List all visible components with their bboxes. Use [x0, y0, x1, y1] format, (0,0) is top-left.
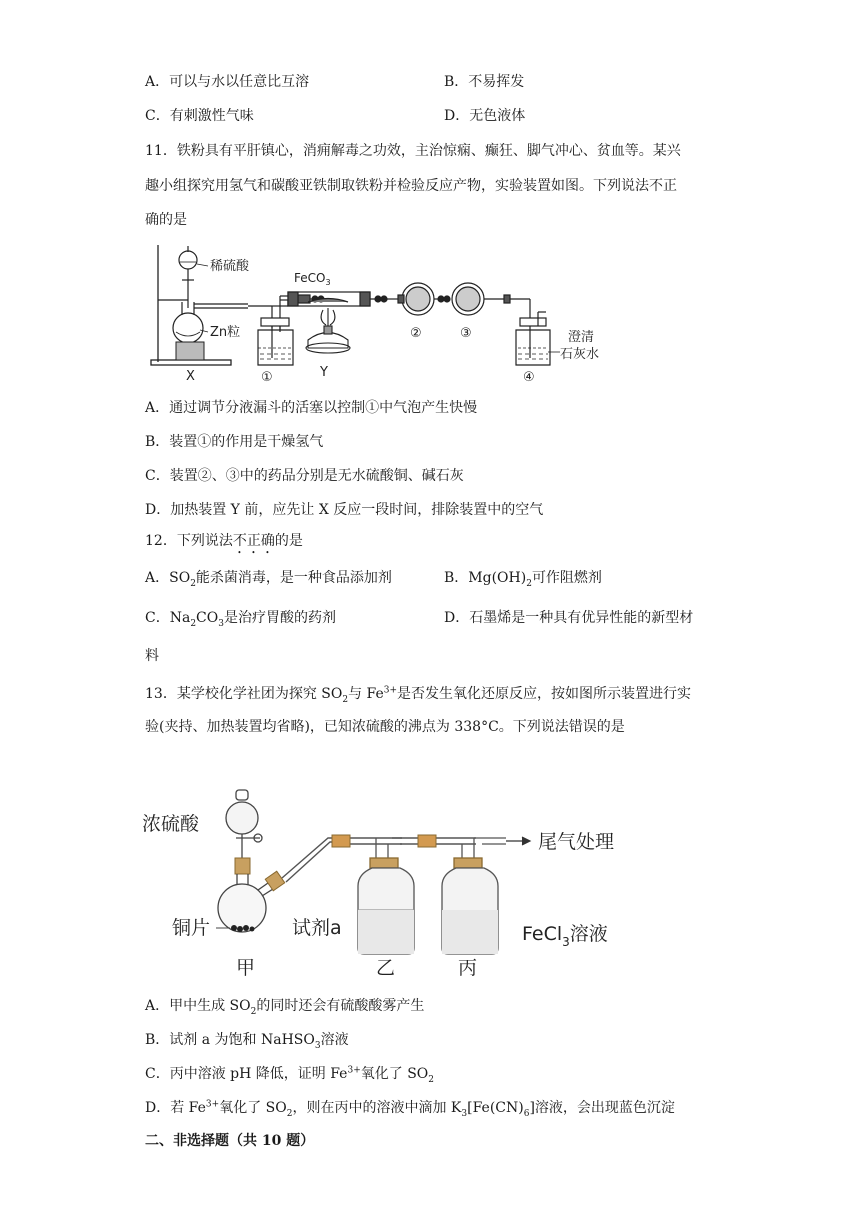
- q12-option-d-continued: 料: [145, 648, 159, 664]
- bottle-yi: [358, 838, 414, 954]
- q10-option-d: D．无色液体: [444, 108, 526, 124]
- yi-label: 乙: [376, 957, 396, 979]
- limewater-label-1: 澄清: [568, 330, 595, 345]
- bottle-1: [258, 318, 293, 365]
- circle-2-label: ②: [410, 326, 422, 341]
- q12-emphasis: 不正确: [232, 533, 275, 549]
- conc-acid-label: 浓硫酸: [142, 813, 200, 835]
- q11-stem-line3: 确的是: [145, 212, 187, 228]
- circle-4-label: ④: [523, 370, 535, 385]
- q11-stem-line2: 趣小组探究用氢气和碳酸亚铁制取铁粉并检验反应产物，实验装置如图。下列说法不正: [145, 178, 677, 194]
- alcohol-lamp-y: [306, 308, 350, 353]
- q11-option-b: B．装置①的作用是干燥氢气: [145, 434, 324, 450]
- feco3-label: FeCO$_3$: [294, 271, 331, 287]
- y-label: Y: [320, 365, 328, 380]
- q11-apparatus-figure: [148, 240, 618, 390]
- fecl3-label: FeCl$_3$溶液: [522, 923, 608, 949]
- q13-option-a: A．甲中生成 $SO_2$的同时还会有硫酸酸雾产生: [145, 998, 425, 1017]
- rubber-joint-1: [332, 835, 350, 847]
- side-stopper: [265, 871, 284, 890]
- q11-option-d: D．加热装置 Y 前，应先让 X 反应一段时间，排除装置中的空气: [145, 502, 544, 518]
- q11-stem-line1: 11．铁粉具有平肝镇心，消痈解毒之功效，主治惊痫、癫狂、脚气冲心、贫血等。某兴: [145, 143, 681, 159]
- zn-label: Zn粒: [210, 325, 241, 340]
- circle-1-label: ①: [261, 370, 273, 385]
- jia-label: 甲: [236, 957, 256, 979]
- q13-option-d: D．若 $Fe^{3+}$氧化了 $SO_2$，则在丙中的溶液中滴加 $K_3[Fe(CN)_6]$溶液，会出现蓝色沉淀: [145, 1099, 675, 1119]
- bottle-bing: [442, 838, 506, 954]
- drying-tube-2: [398, 283, 450, 315]
- q12-stem: 12．下列说法不正确的是: [145, 533, 303, 549]
- q12-option-a: A．$SO_2$能杀菌消毒，是一种食品添加剂: [145, 570, 392, 589]
- q10-option-c: C．有刺激性气味: [145, 108, 254, 124]
- drying-tube-3: [452, 283, 530, 358]
- x-label: X: [186, 369, 195, 384]
- q13-stem-line2: 验(夹持、加热装置均省略)，已知浓硫酸的沸点为 338°C。下列说法错误的是: [145, 719, 625, 735]
- bottle-4: [516, 312, 550, 365]
- q11-option-a: A．通过调节分液漏斗的活塞以控制①中气泡产生快慢: [145, 400, 478, 416]
- section-heading: 二、非选择题（共 10 题）: [145, 1133, 315, 1149]
- q10-option-b: B．不易挥发: [444, 74, 525, 90]
- support-block: [176, 342, 204, 360]
- copper-label: 铜片: [172, 917, 211, 939]
- q13-stem-line1: 13．某学校化学社团为探究 $SO_2$与 $Fe^{3+}$是否发生氧化还原反应，按如图所示装置进行实: [145, 685, 692, 705]
- reagent-a-label: 试剂a: [292, 917, 342, 939]
- acid-label: 稀硫酸: [210, 259, 250, 274]
- q11-option-c: C．装置②、③中的药品分别是无水硫酸铜、碱石灰: [145, 468, 464, 484]
- stopper-jia: [235, 858, 250, 874]
- q13-apparatus-figure: [140, 782, 630, 982]
- q12-option-b: B．$Mg(OH)_2$可作阻燃剂: [444, 570, 602, 589]
- separatory-funnel: [179, 246, 197, 308]
- q12-option-d: D．石墨烯是一种具有优异性能的新型材: [444, 610, 694, 626]
- q10-option-a: A．可以与水以任意比互溶: [145, 74, 310, 90]
- dropping-funnel: [226, 790, 262, 858]
- q13-option-b: B．试剂 a 为饱和 NaHSO$_3$溶液: [145, 1032, 349, 1051]
- circle-3-label: ③: [460, 326, 472, 341]
- limewater-label-2: 石灰水: [560, 347, 600, 362]
- tail-gas-arrow: [506, 837, 530, 845]
- rubber-joint-2: [418, 835, 436, 847]
- q13-option-c: C．丙中溶液 pH 降低，证明 $Fe^{3+}$氧化了 $SO_2$: [145, 1065, 435, 1085]
- q12-option-c: C．$Na_2CO_3$是治疗胃酸的药剂: [145, 610, 336, 629]
- bing-label: 丙: [458, 957, 478, 979]
- tail-gas-label: 尾气处理: [538, 831, 615, 853]
